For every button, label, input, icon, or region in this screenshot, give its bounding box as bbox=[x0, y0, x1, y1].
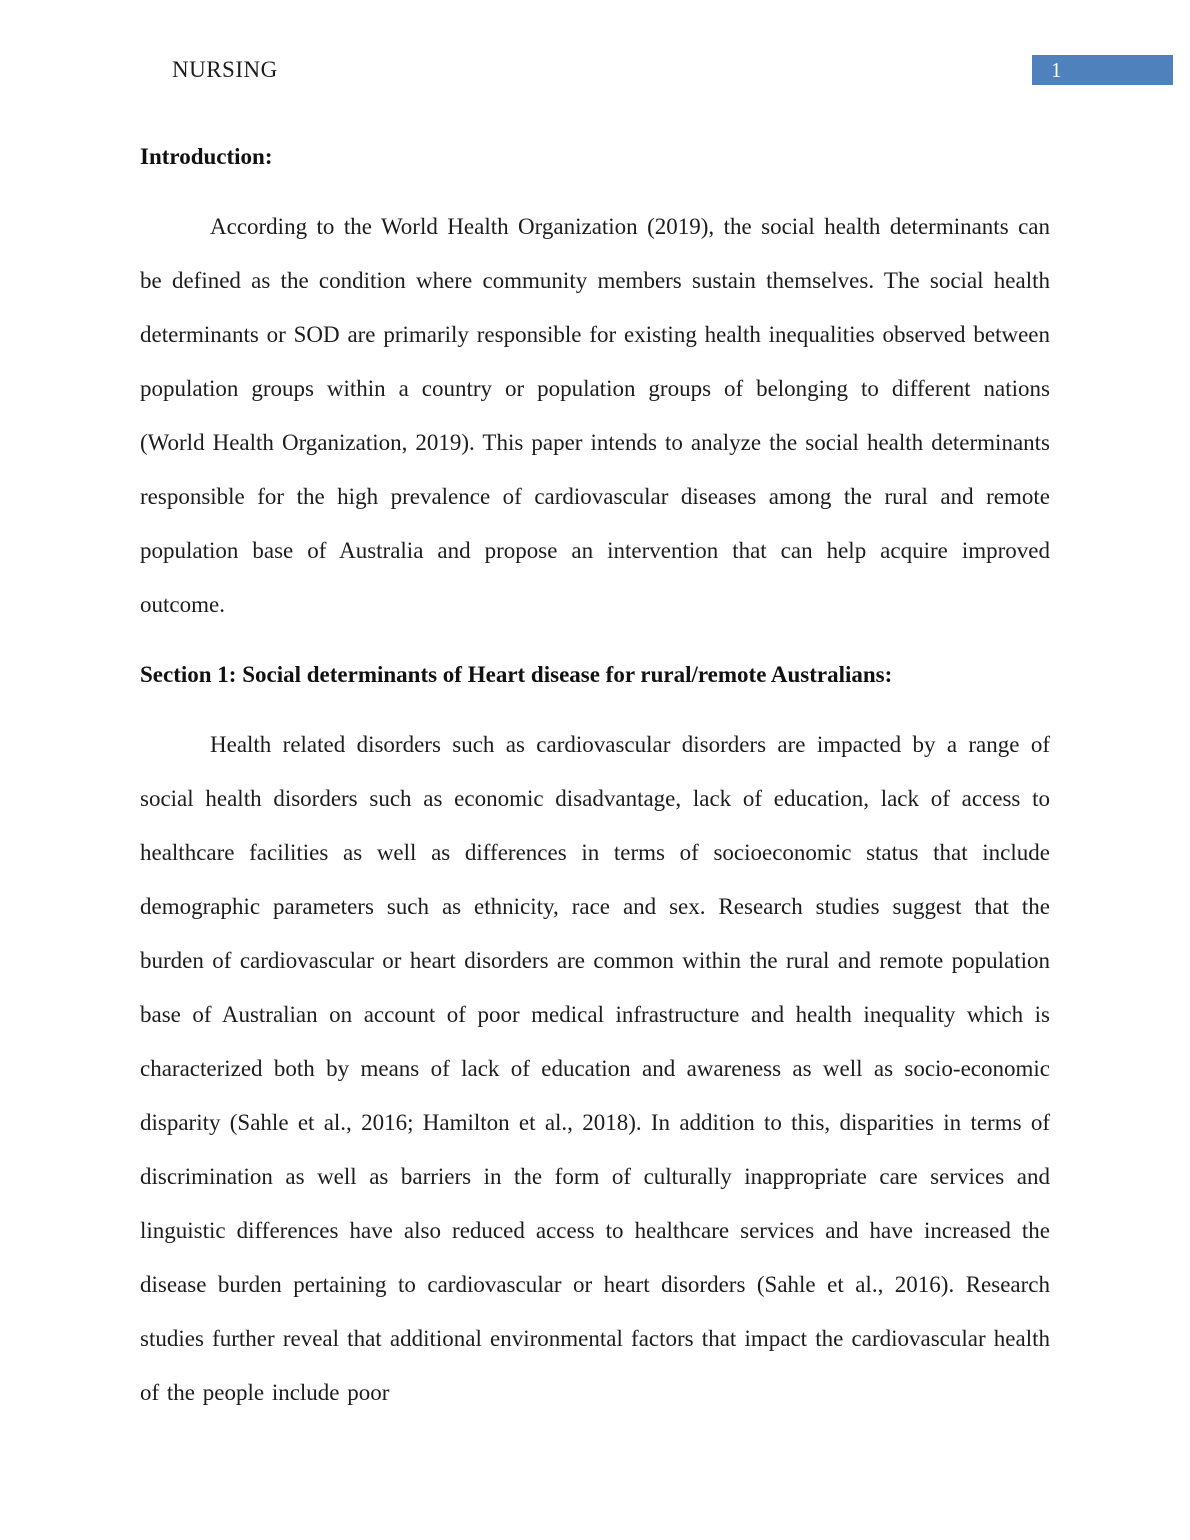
section-heading-introduction: Introduction: bbox=[140, 144, 273, 169]
paragraph-section-1: Health related disorders such as cardiovascular disorders are impacted by a range of social health disorders such as economic disadvantage, lack of education, lack of access to healthcare facilities as well as differences in terms of socioeconomic status that include demographic parameters such as ethnicity, race and sex. Research studies suggest that the burden of cardiovascular or heart disorders are common within the rural and remote population base of Australian on account of poor medical infrastructure and health inequality which is characterized both by means of lack of education and awareness as well as socio-economic disparity (Sahle et al., 2016; Hamilton et al., 2018). In addition to this, disparities in terms of discrimination as well as barriers in the form of culturally inappropriate care services and linguistic differences have also reduced access to healthcare services and have increased the disease burden pertaining to cardiovascular or heart disorders (Sahle et al., 2016). Research studies further reveal that additional environmental factors that impact the cardiovascular health of the people include poor bbox=[140, 732, 1050, 1405]
page-number-box bbox=[1032, 55, 1173, 85]
running-header bbox=[0, 0, 1190, 100]
section-heading-section-1: Section 1: Social determinants of Heart disease for rural/remote Australians: bbox=[140, 662, 893, 687]
paragraph-introduction: According to the World Health Organization (2019), the social health determinants can be defined as the condition where community members sustain themselves. The social health determinants or SOD are primarily responsible for existing health inequalities observed between population groups within a country or population groups of belonging to different nations (World Health Organization, 2019). This paper intends to analyze the social health determinants responsible for the high prevalence of cardiovascular diseases among the rural and remote population base of Australia and propose an intervention that can help acquire improved outcome. bbox=[140, 214, 1050, 617]
page-number: 1 bbox=[1051, 58, 1062, 82]
header-title: NURSING bbox=[172, 57, 278, 82]
document-body bbox=[140, 130, 1050, 1436]
